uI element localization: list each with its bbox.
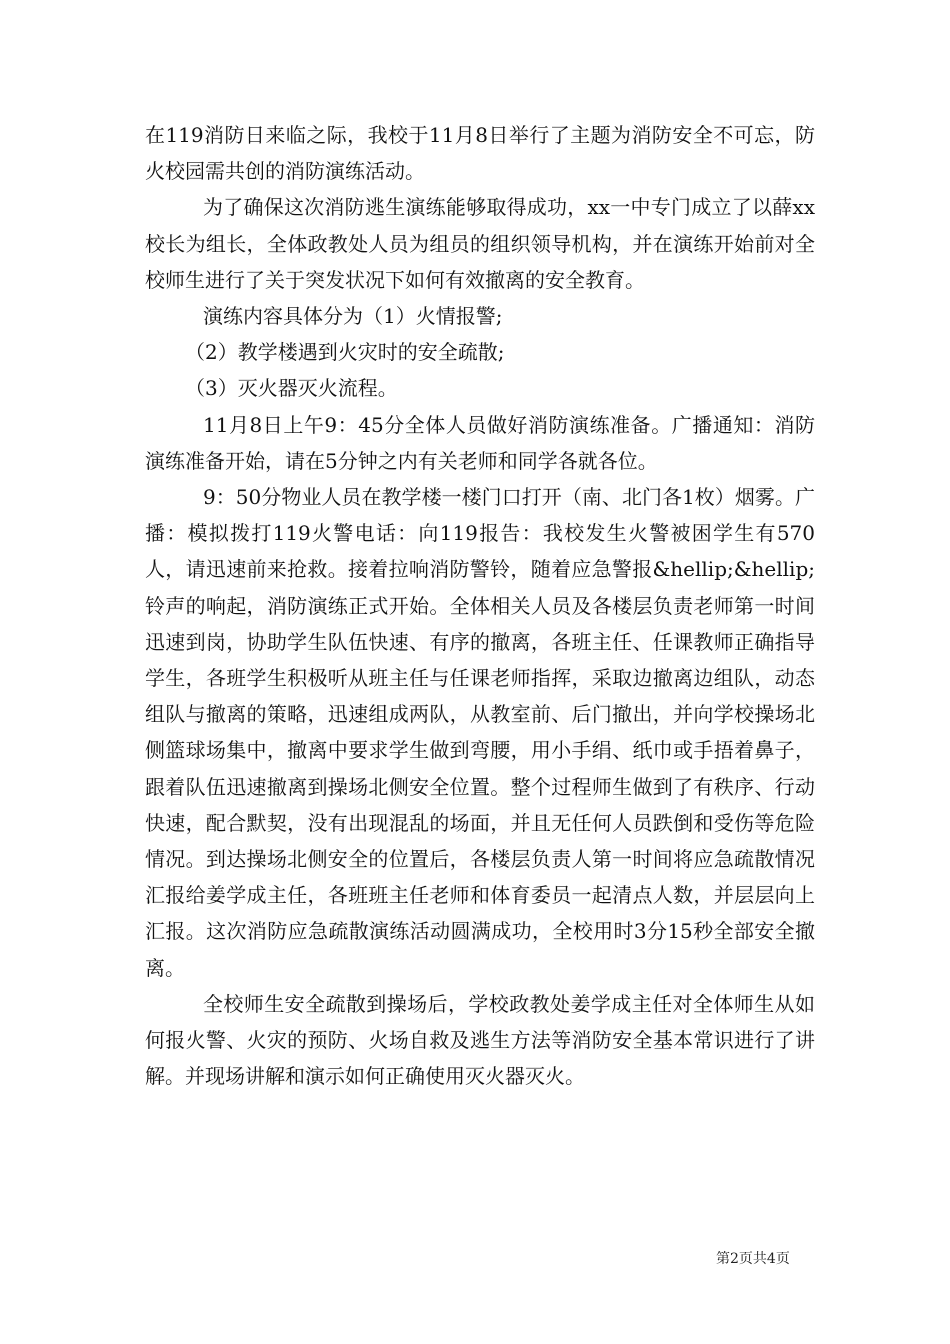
paragraph-organization: 为了确保这次消防逃生演练能够取得成功，xx一中专门成立了以薛xx校长为组长，全体政教处人员为组员的组织领导机构，并在演练开始前对全校师生进行了关于突发状况下如何有效撤离的安全教育。 <box>145 195 815 292</box>
paragraph-intro: 在119消防日来临之际，我校于11月8日举行了主题为消防安全不可忘，防火校园需共创的消防演练活动。 <box>145 123 815 184</box>
paragraph-item-3: （3）灭火器灭火流程。 <box>185 376 398 401</box>
paragraph-education: 全校师生安全疏散到操场后，学校政教处姜学成主任对全体师生从如何报火警、火灾的预防、火场自救及逃生方法等消防安全基本常识进行了讲解。并现场讲解和演示如何正确使用灭火器灭火。 <box>145 991 815 1089</box>
document-body <box>145 117 815 1094</box>
paragraph-drill-content: 演练内容具体分为（1）火情报警; <box>203 304 503 329</box>
paragraph-evacuation: 9：50分物业人员在教学楼一楼门口打开（南、北门各1枚）烟雾。广播：模拟拨打119火警电话：向119报告：我校发生火警被困学生有570人，请迅速前来抢救。接着拉响消防警铃，随着应急警报&hellip;&hellip;铃声的响起，消防演练正式开始。全体相关人员及各楼层负责老师第一时间迅速到岗，协助学生队伍快速、有序的撤离，各班主任、任课教师正确指导学生，各班学生积极听从班主任与任课老师指挥，采取边撤离边组队，动态组队与撤离的策略，迅速组成两队，从教室前、后门撤出，并向学校操场北侧篮球场集中，撤离中要求学生做到弯腰，用小手绢、纸巾或手捂着鼻子，跟着队伍迅速撤离到操场北侧安全位置。整个过程师生做到了有秩序、行动快速，配合默契，没有出现混乱的场面，并且无任何人员跌倒和受伤等危险情况。到达操场北侧安全的位置后，各楼层负责人第一时间将应急疏散情况汇报给姜学成主任，各班班主任老师和体育委员一起清点人数，并层层向上汇报。这次消防应急疏散演练活动圆满成功，全校用时3分15秒全部安全撤离。 <box>145 485 815 980</box>
page-number-footer: 第2页共4页 <box>716 1251 790 1267</box>
paragraph-item-2: （2）教学楼遇到火灾时的安全疏散; <box>185 340 505 365</box>
paragraph-preparation: 11月8日上午9：45分全体人员做好消防演练准备。广播通知：消防演练准备开始，请在5分钟之内有关老师和同学各就各位。 <box>145 412 815 473</box>
